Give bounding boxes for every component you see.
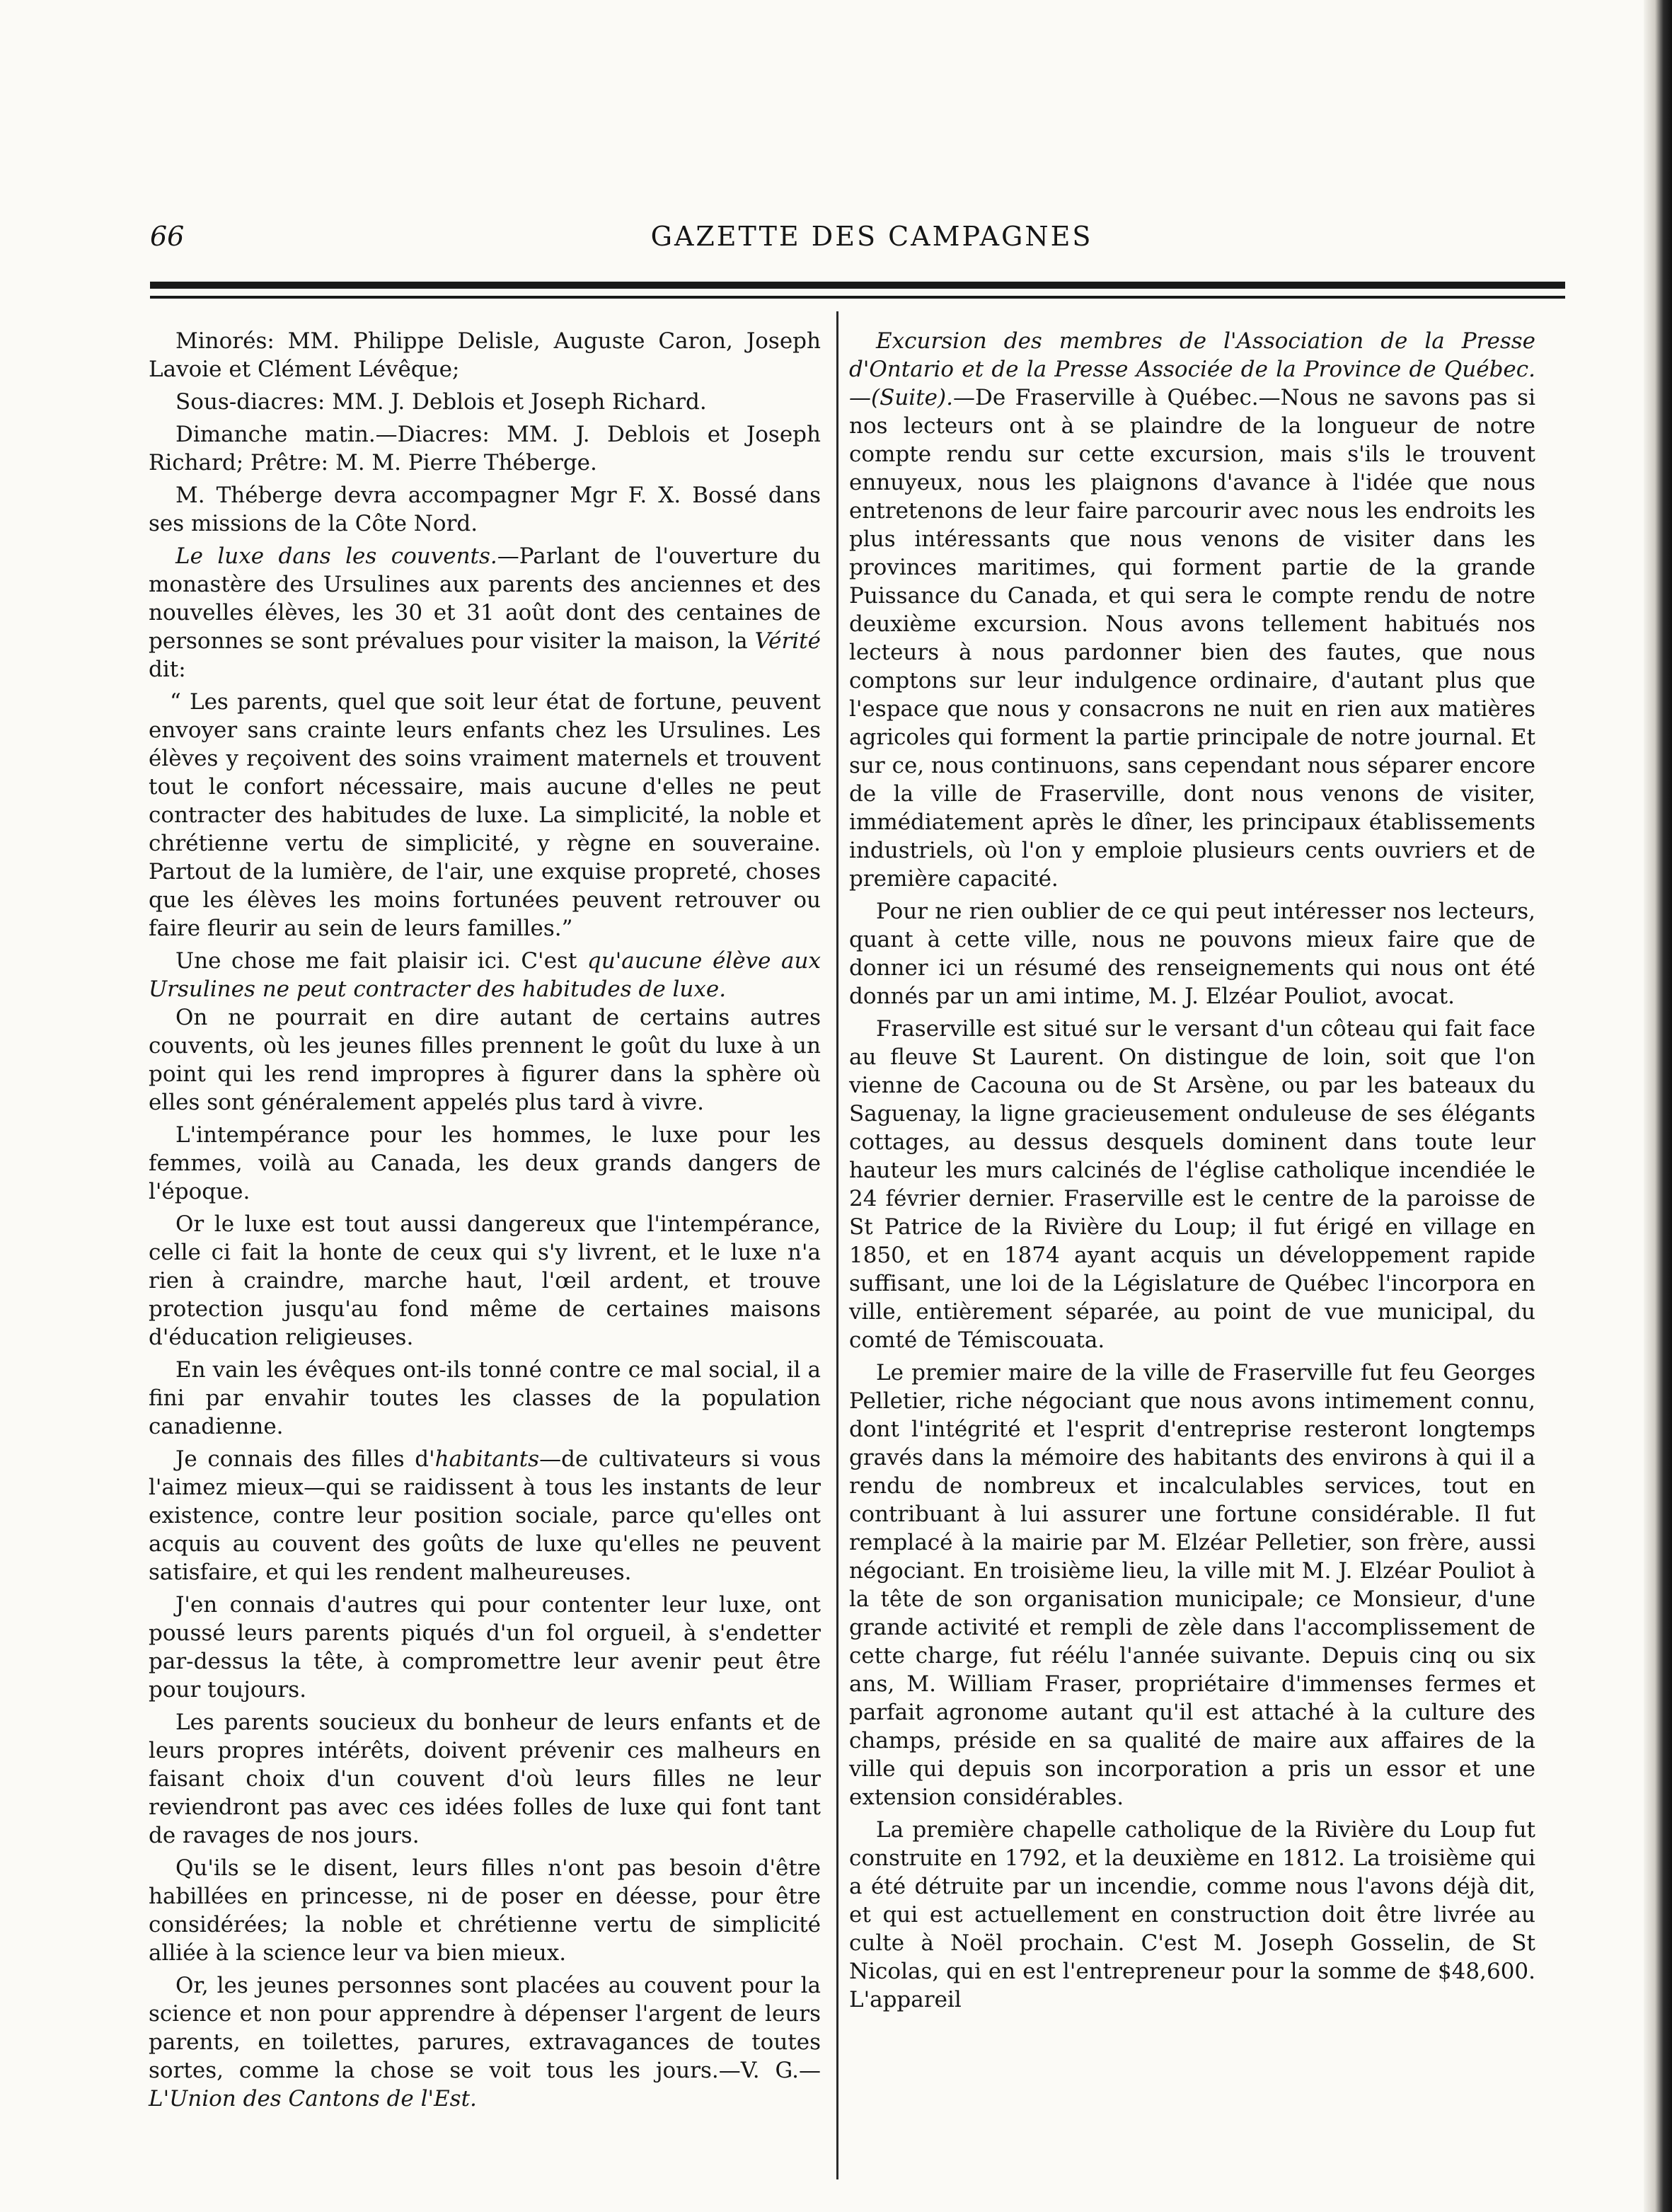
paragraph-text: —De Fraserville à Québec.—Nous ne savons pas si nos lecteurs ont à se plaindre de la longueur de notre compte rendu sur cette excursion, mais s'ils le trouvent ennuyeux, nous les plaignons d'avance à l'idée que nous entretenons de leur faire parcourir avec nous les endroits les plus intéressants que nous venons de visiter dans les provinces maritimes, qui forment partie de la grande Puissance du Canada, et qui sera le compte rendu de notre deuxième excursion. Nous avons tellement habitués nos lecteurs à nous pardonner bien des fautes, que nous comptons sur leur indulgence ordinaire, d'autant plus que l'espace que nous y consacrons ne nuit en rien aux matières agricoles qui forment la partie principale de notre journal. Et sur ce, nous continuons, sans cependant nous séparer encore de la ville de Fraserville, dont nous venons de visiter, immédiatement après le dîner, les principaux établissements industriels, où l'on y emploie plusieurs cents ouvriers et de première capacité. [849, 385, 1535, 892]
column-divider [836, 311, 838, 2179]
paragraph-text: Une chose me fait plaisir ici. C'est [175, 948, 587, 974]
paragraph-text: Or, les jeunes personnes sont placées au couvent pour la science et non pour apprendre à dépenser l'argent de leurs parents, en toilettes, parures, extravagances de toutes sortes, comme la chose se voit tous les jours.—V. G.— [149, 1973, 821, 2083]
paragraph-luxe-dangereux: Or le luxe est tout aussi dangereux que l'intempérance, celle ci fait la honte de ceux qui s'y livrent, et le luxe n'a rien à craindre, marche haut, l'œil ardent, et trouve protection jusqu'au fond même de certaines maisons d'éducation religieuses. [149, 1211, 821, 1350]
emphasis-text: qu'aucune élève aux Ursulines ne peut contracter des habitudes de luxe. [149, 948, 821, 1002]
paragraph-minores: Minorés: MM. Philippe Delisle, Auguste Caron, Joseph Lavoie et Clément Lévêque; [149, 328, 821, 382]
paragraph-plaisir [149, 947, 821, 1003]
publication-name: Vérité [754, 628, 821, 654]
page-header [150, 221, 1565, 256]
paragraph-se-le-disent: Qu'ils se le disent, leurs filles n'ont pas besoin d'être habillées en princesse, ni de poser en déesse, pour être considérées; la noble et chrétienne vertu de simplicité alliée à la science leur va bien mieux. [149, 1855, 821, 1966]
paragraph-luxe-couvents [149, 542, 821, 684]
paragraph-text: dit: [149, 657, 186, 682]
paragraph-excursion [849, 327, 1535, 893]
paragraph-premier-maire: Le premier maire de la ville de Fraserville fut feu Georges Pelletier, riche négociant que nous avons intimement connu, dont l'intégrité et l'esprit d'entreprise resteront longtemps gravés dans la mémoire des habitants des environs à qui il a rendu de nombreux et incalculables services, tout en contribuant à lui assurer une fortune considérable. Il fut remplacé à la mairie par M. Elzéar Pelletier, son frère, aussi négociant. En troisième lieu, la ville mit M. J. Elzéar Pouliot à la tête de son organisation municipale; ce Monsieur, d'une grande activité et rempli de zèle dans l'accomplissement de cette charge, fut réélu l'année suivante. Depuis cinq ou six ans, M. William Fraser, propriétaire d'immenses fermes et parfait agronome autant qu'il est attaché à la culture des champs, préside en sa qualité de maire aux affaires de la ville qui depuis son incorporation a pris un essor et une extension considérables. [849, 1360, 1535, 1810]
paragraph-intemperance: L'intempérance pour les hommes, le luxe pour les femmes, voilà au Canada, les deux grands dangers de l'époque. [149, 1122, 821, 1204]
right-column [849, 327, 1535, 2014]
paragraph-jeunes-personnes [149, 1971, 821, 2113]
paragraph-text: —Parlant de l'ouverture du monastère des Ursulines aux parents des anciennes et des nouvelles élèves, les 30 et 31 août dont des centaines de personnes se sont prévalues pour visiter la maison, la [149, 543, 821, 654]
article-title-luxe: Le luxe dans les couvents. [175, 543, 497, 569]
paragraph-renseignements: Pour ne rien oublier de ce qui peut intéresser nos lecteurs, quant à cette ville, nous ne pouvons mieux faire que de donner ici un résumé des renseignements qui nous ont été donnés par un ami intime, M. J. Elzéar Pouliot, avocat. [849, 899, 1535, 1009]
page-number: 66 [150, 221, 185, 252]
paragraph-autres-couvents: On ne pourrait en dire autant de certains autres couvents, où les jeunes filles prennent le goût du luxe à un point qui les rend impropres à figurer dans la sphère où elles sont généralement appelés plus tard à vivre. [149, 1005, 821, 1115]
page-edge-shadow [1644, 0, 1672, 2212]
paragraph-sous-diacres: Sous-diacres: MM. J. Deblois et Joseph Richard. [175, 389, 707, 415]
paragraph-autres-filles: J'en connais d'autres qui pour contenter leur luxe, ont poussé leurs parents piqués d'un fol orgueil, à s'endetter par-dessus la tête, à compromettre leur avenir peut être pour toujours. [149, 1592, 821, 1703]
paragraph-chapelle: La première chapelle catholique de la Rivière du Loup fut construite en 1792, et la deuxième en 1812. La troisième qui a été détruite par un incendie, comme nous l'avons déjà dit, et qui est actuellement en construction doit être livrée au culte à Noël prochain. C'est M. Joseph Gosselin, de St Nicolas, qui en est l'entrepreneur pour la somme de $48,600. L'appareil [849, 1817, 1535, 2012]
journal-title: GAZETTE DES CAMPAGNES [650, 221, 1093, 252]
paragraph-text: Je connais des filles d' [175, 1446, 435, 1472]
paragraph-text: —de cultivateurs si vous l'aimez mieux—qui se raidissent à tous les instants de leur existence, contre leur position sociale, parce qu'elles ont acquis au couvent des goûts de luxe qu'elles ne peuvent satisfaire, et qui les rendent malheureuses. [149, 1446, 821, 1585]
paragraph-filles-habitants [149, 1445, 821, 1586]
emphasis-text: habitants [434, 1446, 540, 1472]
header-rule-thick [150, 282, 1565, 289]
paragraph-dimanche: Dimanche matin.—Diacres: MM. J. Deblois et Joseph Richard; Prêtre: M. M. Pierre Théberge. [149, 422, 821, 476]
left-column [149, 327, 821, 2113]
paragraph-quote: “ Les parents, quel que soit leur état de fortune, peuvent envoyer sans crainte leurs enfants chez les Ursulines. Les élèves y reçoivent des soins vraiment maternels et trouvent tout le confort nécessaire, mais aucune d'elles ne peut contracter des habitudes de luxe. La simplicité, la noble et chrétienne vertu de simplicité, y règne en souveraine. Partout de la lumière, de l'air, une exquise propreté, choses que les élèves les moins fortunées peuvent retrouver ou faire fleurir au sein de leurs familles.” [149, 689, 821, 941]
paragraph-theberge: M. Théberge devra accompagner Mgr F. X. Bossé dans ses missions de la Côte Nord. [149, 483, 821, 536]
paragraph-parents-soucieux: Les parents soucieux du bonheur de leurs enfants et de leurs propres intérêts, doivent prévenir ces malheurs en faisant choix d'un couvent d'où leurs filles ne leur reviendront pas avec ces idées folles de luxe qui font tant de ravages de nos jours. [149, 1710, 821, 1848]
source-citation: L'Union des Cantons de l'Est. [149, 2086, 477, 2112]
article-title-excursion: Excursion des membres de l'Association de la Presse d'Ontario et de la Presse Associée de la Province de Québec.—(Suite). [849, 328, 1535, 410]
paragraph-eveques: En vain les évêques ont-ils tonné contre ce mal social, il a fini par envahir toutes les classes de la population canadienne. [149, 1357, 821, 1439]
paragraph-fraserville-situation: Fraserville est situé sur le versant d'un côteau qui fait face au fleuve St Laurent. On distingue de loin, soit que l'on vienne de Cacouna ou de St Arsène, ou par les bateaux du Saguenay, la ligne gracieusement onduleuse de ses élégants cottages, au dessus desquels dominent dans toute leur hauteur les murs calcinés de l'église catholique incendiée le 24 février dernier. Fraserville est le centre de la paroisse de St Patrice de la Rivière du Loup; il fut érigé en village en 1850, et en 1874 ayant acquis un développement rapide suffisant, une loi de la Législature de Québec l'incorpora en ville, entièrement séparée, au point de vue municipal, du comté de Témiscouata. [849, 1016, 1535, 1353]
header-rule-thin [150, 296, 1565, 299]
